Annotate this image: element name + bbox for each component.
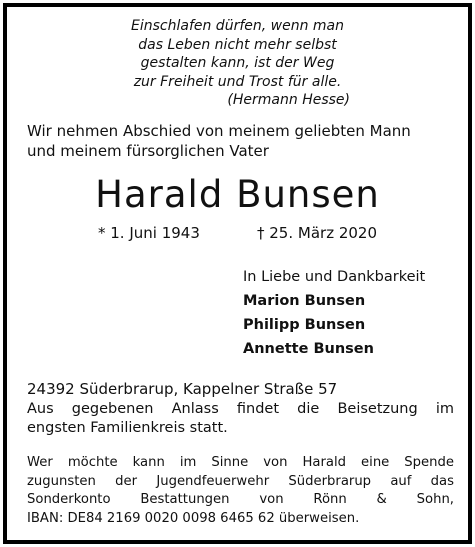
poem-line: Einschlafen dürfen, wenn man [131, 18, 344, 34]
poem-author: (Hermann Hesse) [227, 92, 350, 108]
birth-date: * 1. Juni 1943 [98, 224, 200, 242]
mourner-name: Marion Bunsen [243, 293, 366, 309]
farewell-intro [27, 121, 452, 161]
burial-line: Aus gegebenen Anlass findet die Beisetzung im [27, 401, 454, 417]
burial-line: engsten Familienkreis statt. [27, 420, 228, 436]
poem-line: gestalten kann, ist der Weg [140, 55, 335, 71]
family-address: 24392 Süderbrarup, Kappelner Straße 57 [27, 380, 338, 398]
mourners-heading: In Liebe und Dankbarkeit [243, 269, 426, 285]
mourner-name: Philipp Bunsen [243, 317, 366, 333]
intro-line: Wir nehmen Abschied von meinem geliebten Mann [27, 122, 411, 140]
mourner-name: Annette Bunsen [243, 341, 374, 357]
deceased-name: Harald Bunsen [95, 173, 380, 216]
burial-notice [27, 400, 454, 438]
obituary-frame [3, 3, 472, 544]
poem-block [7, 17, 468, 110]
poem-line: zur Freiheit und Trost für alle. [133, 73, 342, 90]
death-date: † 25. März 2020 [257, 224, 378, 242]
intro-line: und meinem fürsorglichen Vater [27, 142, 269, 160]
donation-line: Wer möchte kann im Sinne von Harald eine Spende [27, 455, 454, 470]
donation-line: IBAN: DE84 2169 0020 0098 6465 62 überweisen. [27, 510, 360, 526]
mourners-block [243, 265, 425, 361]
donation-line: Sonderkonto Bestattungen von Rönn & Sohn, [27, 492, 454, 507]
donation-notice [27, 454, 454, 528]
poem-line: das Leben nicht mehr selbst [138, 36, 337, 53]
donation-line: zugunsten der Jugendfeuerwehr Süderbrarup auf das [27, 473, 454, 489]
